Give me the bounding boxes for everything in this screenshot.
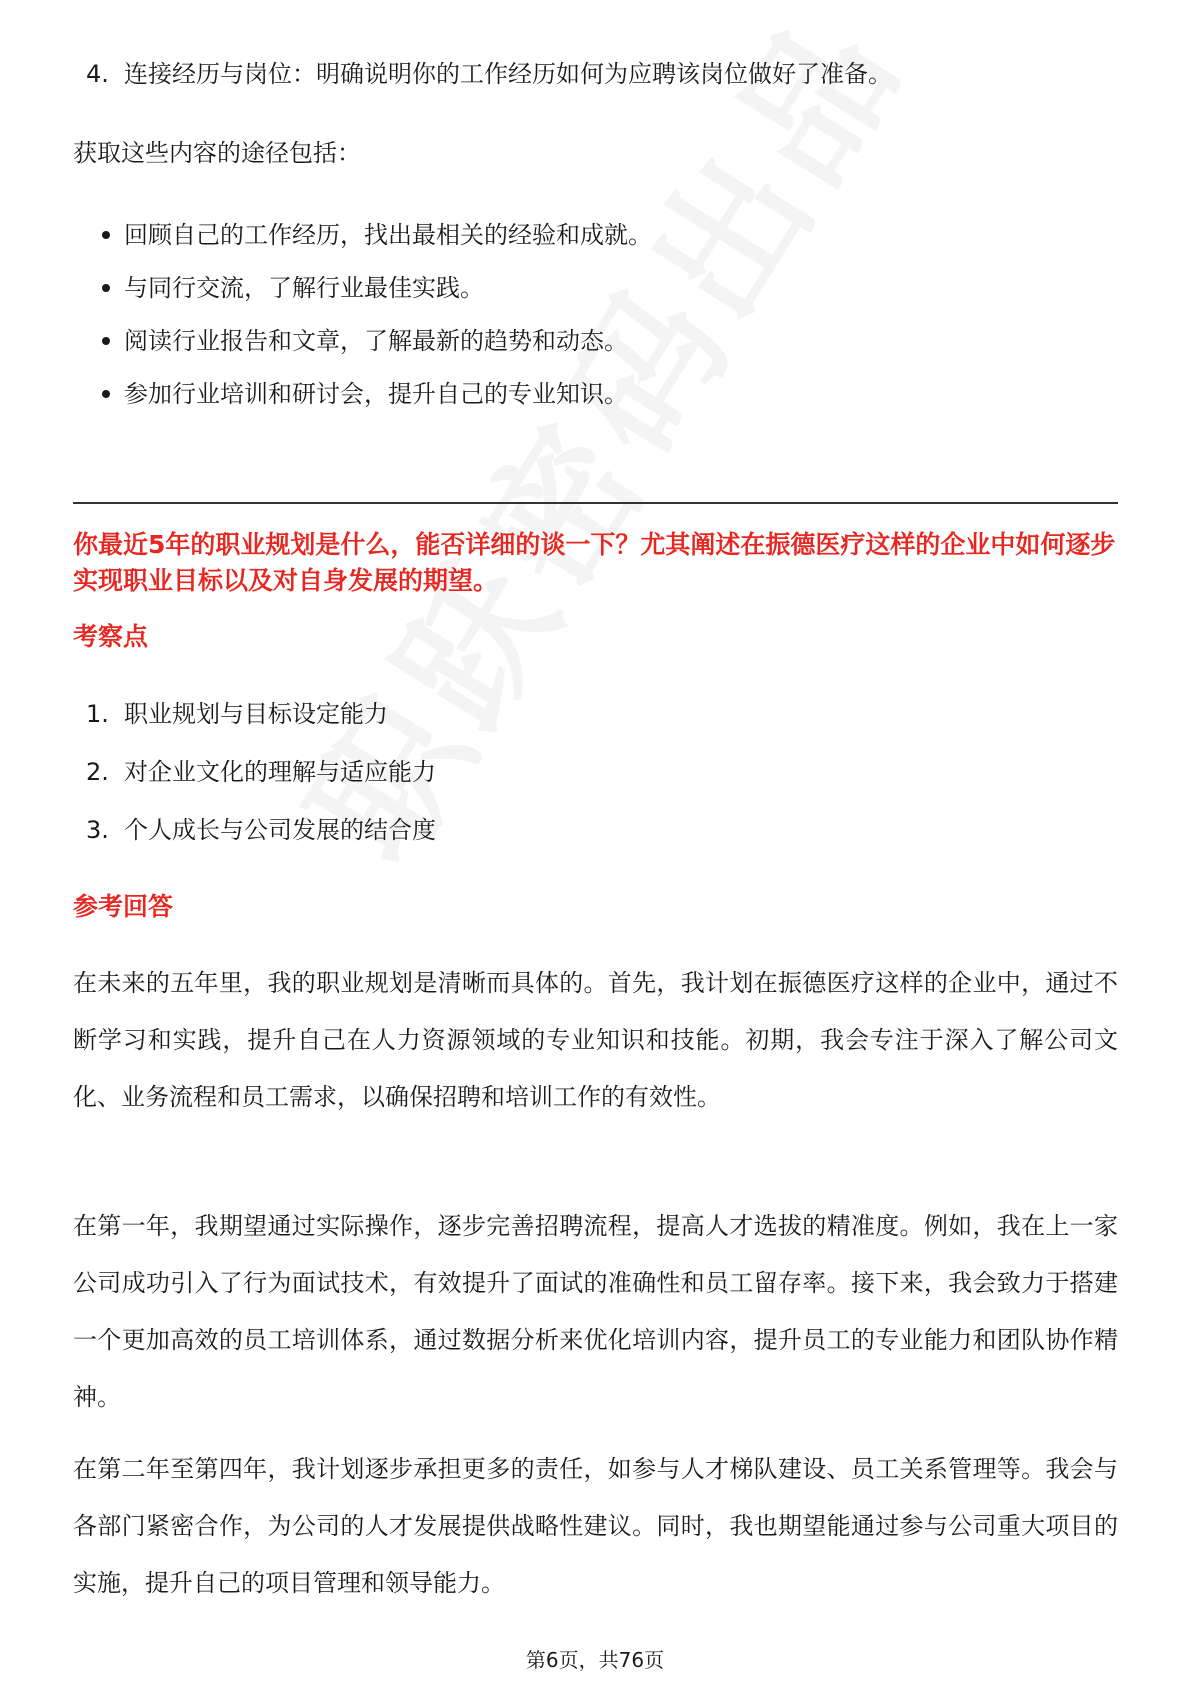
list-item: 回顾自己的工作经历，找出最相关的经验和成就。: [124, 221, 652, 249]
section-divider: [73, 502, 1118, 504]
list-item-text: 对企业文化的理解与适应能力: [124, 758, 436, 786]
answer-paragraph: 在第一年，我期望通过实际操作，逐步完善招聘流程，提高人才选拔的精准度。例如，我在上一家公司成功引入了行为面试技术，有效提升了面试的准确性和员工留存率。接下来，我会致力于搭建一个更加高效的员工培训体系，通过数据分析来优化培训内容，提升员工的专业能力和团队协作精神。: [73, 1212, 1118, 1411]
list-item: 与同行交流，了解行业最佳实践。: [124, 274, 484, 302]
bullet-icon: [102, 284, 110, 292]
list-number: 1.: [86, 700, 109, 728]
list-item-text: 连接经历与岗位：明确说明你的工作经历如何为应聘该岗位做好了准备。: [124, 60, 892, 88]
answer-paragraph: 在第二年至第四年，我计划逐步承担更多的责任，如参与人才梯队建设、员工关系管理等。我会与各部门紧密合作，为公司的人才发展提供战略性建议。同时，我也期望能通过参与公司重大项目的实施，提升自己的项目管理和领导能力。: [73, 1455, 1118, 1597]
list-item: 阅读行业报告和文章，了解最新的趋势和动态。: [124, 327, 628, 355]
bullet-icon: [102, 390, 110, 398]
page-footer: 第6页，共76页: [525, 1648, 665, 1672]
exam-points-heading: 考察点: [73, 622, 149, 651]
list-item-text: 个人成长与公司发展的结合度: [124, 816, 436, 844]
list-item: 参加行业培训和研讨会，提升自己的专业知识。: [124, 380, 628, 408]
list-item-text: 职业规划与目标设定能力: [124, 700, 388, 728]
list-number: 4.: [86, 60, 109, 88]
list-number: 3.: [86, 816, 109, 844]
answer-heading: 参考回答: [73, 892, 174, 921]
list-number: 2.: [86, 758, 109, 786]
interview-question: 你最近5年的职业规划是什么，能否详细的谈一下？尤其阐述在振德医疗这样的企业中如何逐步实现职业目标以及对自身发展的期望。: [73, 530, 1116, 595]
bullet-icon: [102, 337, 110, 345]
ways-intro: 获取这些内容的途径包括：: [73, 139, 361, 167]
answer-paragraph: 在未来的五年里，我的职业规划是清晰而具体的。首先，我计划在振德医疗这样的企业中，通过不断学习和实践，提升自己在人力资源领域的专业知识和技能。初期，我会专注于深入了解公司文化、业务流程和员工需求，以确保招聘和培训工作的有效性。: [73, 969, 1118, 1111]
bullet-icon: [102, 231, 110, 239]
